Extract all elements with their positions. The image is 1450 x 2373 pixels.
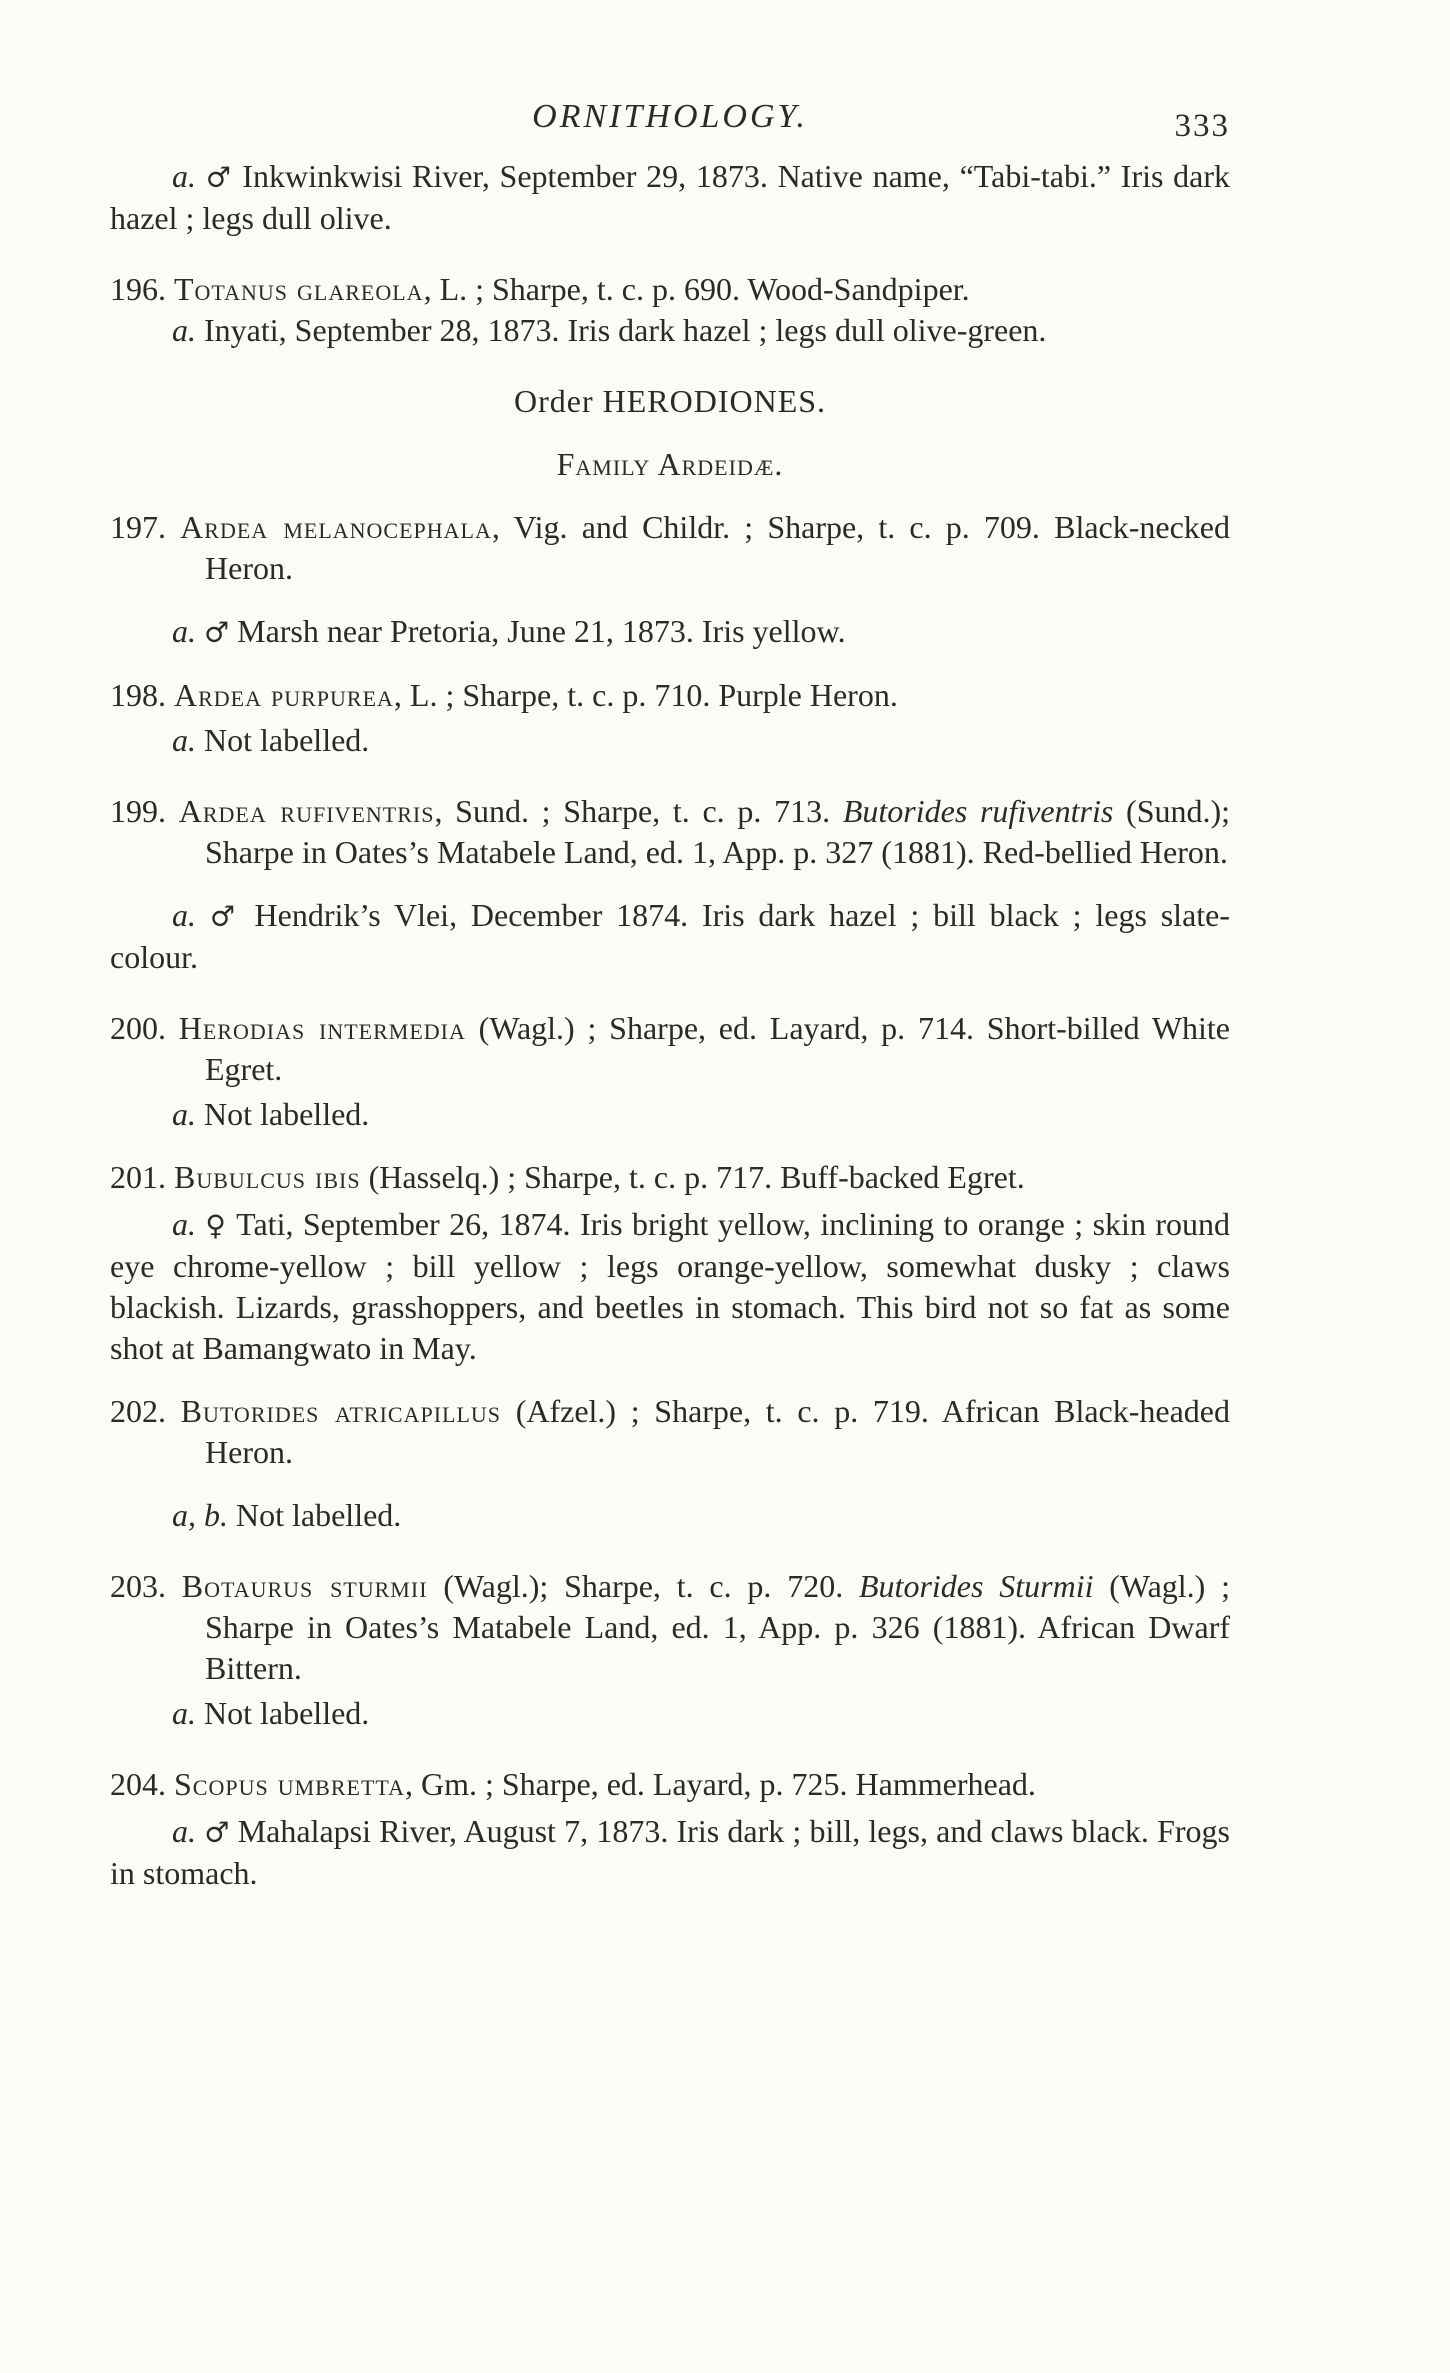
female-symbol: ♀ — [205, 1209, 228, 1242]
specimen-201-a: a. ♀ Tati, September 26, 1874. Iris bright yellow, inclining to orange ; skin round eye chrome-yellow ; bill yellow ; legs orange-yellow, somewhat dusky ; claws blackish. Lizards, grasshoppers, and beetles in stomach. This bird not so fat as some shot at Bamangwato in May. — [110, 1206, 1231, 1366]
male-symbol: ♂ — [209, 900, 241, 933]
male-symbol: ♂ — [205, 161, 233, 194]
specimen-202-ab: a, b. Not labelled. — [172, 1497, 402, 1533]
species-entry-198: 198. Ardea purpurea, L. ; Sharpe, t. c. p. 710. Purple Heron. — [110, 677, 898, 713]
family-heading: Family Ardeidæ. — [556, 446, 784, 482]
order-heading: Order HERODIONES. — [513, 383, 827, 419]
species-entry-202: 202. Butorides atricapillus (Afzel.) ; Sharpe, t. c. p. 719. African Black-headed Heron. — [110, 1393, 1231, 1470]
species-entry-200: 200. Herodias intermedia (Wagl.) ; Sharpe, ed. Layard, p. 714. Short-billed White Egret. — [110, 1010, 1230, 1087]
species-entry-197: 197. Ardea melanocephala, Vig. and Childr. ; Sharpe, t. c. p. 709. Black-necked Heron. — [110, 509, 1230, 586]
specimen-203-a: a. Not labelled. — [172, 1695, 370, 1731]
species-entry-204: 204. Scopus umbretta, Gm. ; Sharpe, ed. Layard, p. 725. Hammerhead. — [110, 1766, 1036, 1802]
book-page — [110, 80, 1230, 2260]
specimen-199-a: a. ♂ Hendrik’s Vlei, December 1874. Iris dark hazel ; bill black ; legs slate-colour. — [110, 897, 1231, 975]
running-title: ORNITHOLOGY. — [532, 98, 808, 135]
specimen-198-a: a. Not labelled. — [172, 722, 370, 758]
species-entry-199: 199. Ardea rufiventris, Sund. ; Sharpe, t. c. p. 713. Butorides rufiventris (Sund.); Sharpe in Oates’s Matabele Land, ed. 1, App. p. 327 (1881). Red-bellied Heron. — [110, 793, 1231, 870]
specimen-197-a: a. ♂ Marsh near Pretoria, June 21, 1873. Iris yellow. — [172, 613, 846, 649]
running-head — [110, 80, 1230, 150]
species-entry-196: 196. Totanus glareola, L. ; Sharpe, t. c. p. 690. Wood-Sandpiper. — [110, 271, 970, 307]
page-number: 333 — [1174, 108, 1230, 144]
species-entry-203: 203. Botaurus sturmii (Wagl.); Sharpe, t. c. p. 720. Butorides Sturmii (Wagl.) ; Sharpe in Oates’s Matabele Land, ed. 1, App. p. 326 (1881). African Dwarf Bittern. — [110, 1568, 1230, 1686]
specimen-195-a: a. ♂ Inkwinkwisi River, September 29, 1873. Native name, “Tabi-tabi.” Iris dark hazel ; legs dull olive. — [110, 158, 1231, 236]
male-symbol: ♂ — [204, 1816, 230, 1849]
specimen-204-a: a. ♂ Mahalapsi River, August 7, 1873. Iris dark ; bill, legs, and claws black. Frogs in stomach. — [110, 1813, 1231, 1891]
specimen-200-a: a. Not labelled. — [172, 1096, 370, 1132]
species-entry-201: 201. Bubulcus ibis (Hasselq.) ; Sharpe, t. c. p. 717. Buff-backed Egret. — [110, 1159, 1025, 1195]
specimen-196-a: a. Inyati, September 28, 1873. Iris dark hazel ; legs dull olive-green. — [172, 312, 1047, 348]
male-symbol: ♂ — [204, 616, 230, 649]
